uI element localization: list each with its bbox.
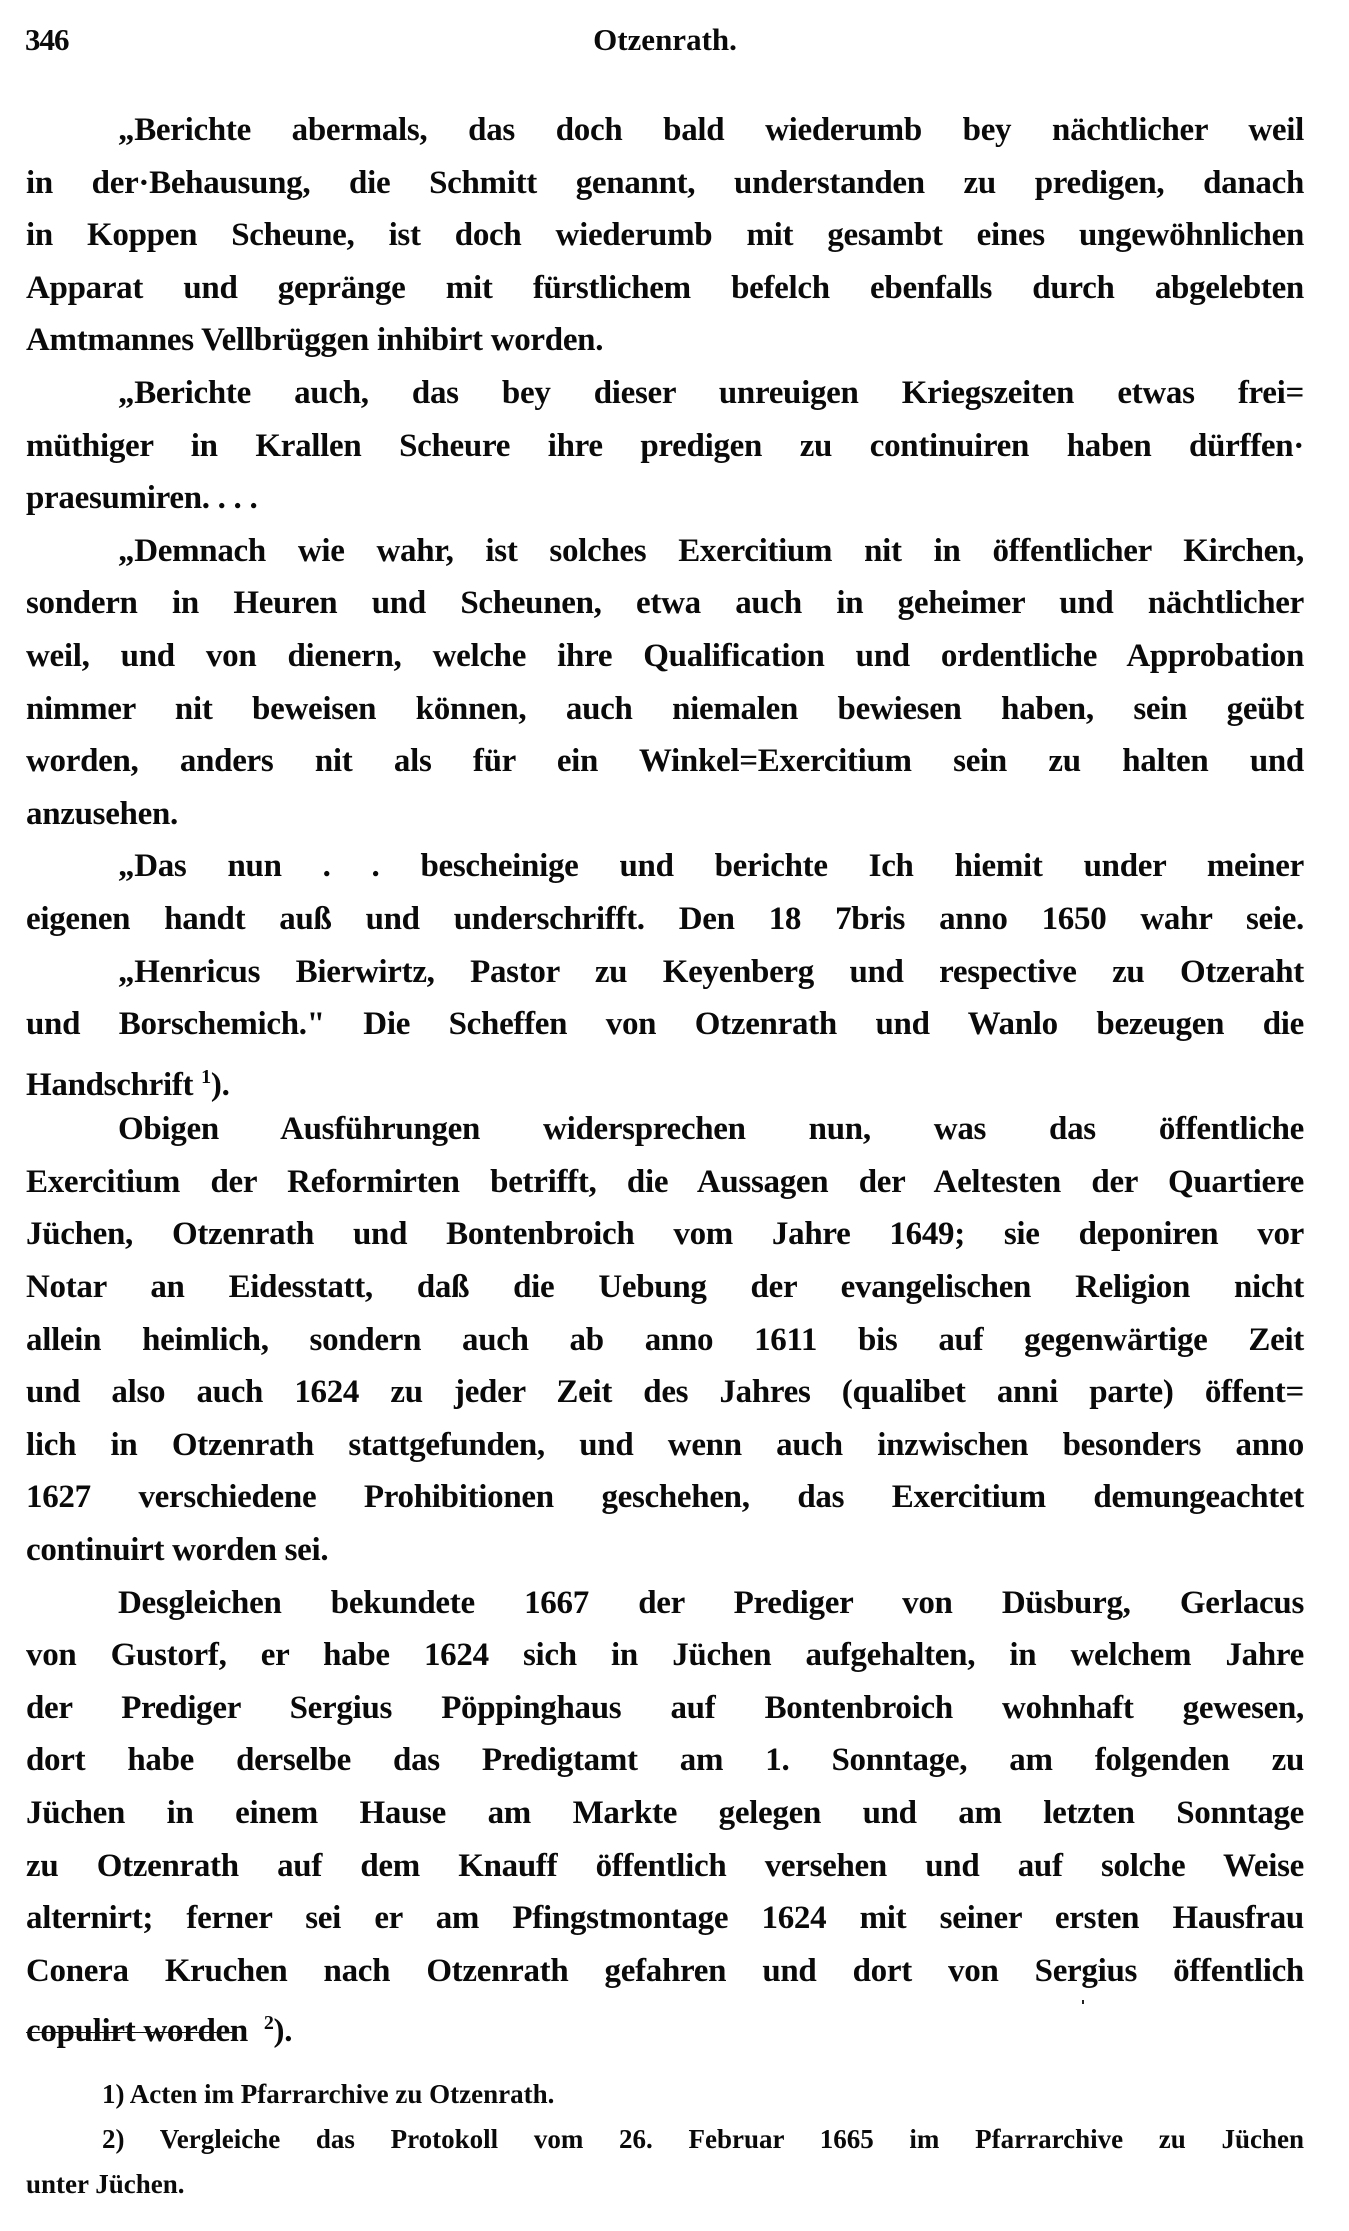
text-line: der Prediger Sergius Pöppinghaus auf Bontenbroich wohnhaft gewesen,	[26, 1689, 1304, 1726]
text-line: und also auch 1624 zu jeder Zeit des Jahres (qualibet anni parte) öffent=	[26, 1374, 1304, 1411]
text-line: sondern in Heuren und Scheunen, etwa auch in geheimer und nächtlicher	[26, 585, 1304, 622]
text-line: nimmer nit beweisen können, auch niemalen bewiesen haben, sein geübt	[26, 690, 1304, 727]
footnote-text: Vergleiche das Protokoll vom 26. Februar 1665 im Pfarrarchive zu Jüchen	[159, 2124, 1305, 2154]
text-line: „Das nun . . bescheinige und berichte Ich hiemit under meiner	[118, 848, 1304, 885]
text-line: continuirt worden sei.	[26, 1532, 329, 1569]
text-line: Obigen Ausführungen widersprechen nun, was das öffentliche	[118, 1111, 1304, 1148]
text-line-with-footnote	[26, 1997, 1304, 2050]
text-line: weil, und von dienern, welche ihre Qualification und ordentliche Approbation	[26, 637, 1304, 674]
paragraph	[26, 840, 1304, 945]
footnotes	[26, 2072, 1304, 2207]
text-fragment: Handschrift	[26, 1066, 194, 1103]
running-header	[25, 22, 1305, 62]
text-line: Conera Kruchen nach Otzenrath gefahren und dort von Sergius öffentlich	[26, 1952, 1304, 1989]
text-line: eigenen handt auß und underschrifft. Den 18 7bris anno 1650 wahr seie.	[26, 900, 1304, 937]
page-title: Otzenrath.	[593, 22, 737, 57]
footnote-line	[26, 2072, 1304, 2117]
paragraph	[26, 1103, 1304, 1576]
text-line: Apparat und gepränge mit fürstlichem befelch ebenfalls durch abgelebten	[26, 269, 1304, 306]
text-line: Jüchen in einem Hause am Markte gelegen und am letzten Sonntage	[26, 1795, 1304, 1831]
text-line: „Henricus Bierwirtz, Pastor zu Keyenberg und respective zu Otzeraht	[118, 953, 1304, 990]
footnote-marker: 2)	[102, 2124, 125, 2154]
page-number: 346	[25, 22, 69, 57]
paragraph	[26, 946, 1304, 1104]
text-fragment: copulirt worden	[26, 2013, 248, 2050]
text-line: 1627 verschiedene Prohibitionen geschehen, das Exercitium demungeachtet	[26, 1479, 1304, 1516]
text-line: in der·Behausung, die Schmitt genannt, understanden zu predigen, danach	[26, 164, 1304, 201]
text-fragment: ).	[273, 2013, 293, 2050]
text-line: praesumiren. . . .	[26, 480, 258, 517]
text-line: lich in Otzenrath stattgefunden, und wenn auch inzwischen besonders anno	[26, 1426, 1304, 1463]
text-line: müthiger in Krallen Scheure ihre predigen zu continuiren haben dürffen·	[26, 427, 1304, 464]
footnote-ref-2[interactable]: 2	[263, 2012, 274, 2035]
footnote-line	[26, 2117, 1304, 2162]
text-line: worden, anders nit als für ein Winkel=Exercitium sein zu halten und	[26, 743, 1304, 780]
text-line: „Berichte auch, das bey dieser unreuigen Kriegszeiten etwas frei=	[118, 374, 1304, 411]
text-line: zu Otzenrath auf dem Knauff öffentlich versehen und auf solche Weise	[26, 1847, 1304, 1884]
text-line: „Demnach wie wahr, ist solches Exercitium nit in öffentlicher Kirchen,	[118, 532, 1304, 569]
text-line: Amtmannes Vellbrüggen inhibirt worden.	[26, 322, 604, 359]
text-line: „Berichte abermals, das doch bald wiederumb bey nächtlicher weil	[118, 112, 1304, 148]
print-speck	[1082, 2000, 1084, 2004]
text-line: von Gustorf, er habe 1624 sich in Jüchen aufgehalten, in welchem Jahre	[26, 1637, 1304, 1674]
footnote-ref-1[interactable]: 1	[201, 1065, 211, 1088]
footnote-text: Acten im Pfarrarchive zu Otzenrath.	[129, 2079, 555, 2109]
text-line: Jüchen, Otzenrath und Bontenbroich vom Jahre 1649; sie deponiren vor	[26, 1216, 1304, 1253]
text-line: Notar an Eidesstatt, daß die Uebung der evangelischen Religion nicht	[26, 1269, 1304, 1306]
body-text	[26, 104, 1304, 2050]
footnote-divider	[26, 2032, 232, 2033]
text-line: Desgleichen bekundete 1667 der Prediger von Düsburg, Gerlacus	[118, 1584, 1304, 1621]
footnote-marker: 1)	[102, 2079, 125, 2109]
paragraph	[26, 104, 1304, 367]
footnote-2	[26, 2117, 1304, 2207]
paragraph	[26, 367, 1304, 525]
footnote-1	[26, 2072, 1304, 2117]
text-line: dort habe derselbe das Predigtamt am 1. Sonntage, am folgenden zu	[26, 1742, 1304, 1779]
paragraph	[26, 525, 1304, 841]
text-line: anzusehen.	[26, 795, 178, 832]
footnote-line: unter Jüchen.	[26, 2169, 185, 2199]
text-line: allein heimlich, sondern auch ab anno 1611 bis auf gegenwärtige Zeit	[26, 1321, 1304, 1358]
text-line: Exercitium der Reformirten betrifft, die Aussagen der Aeltesten der Quartiere	[26, 1163, 1304, 1200]
text-line: und Borschemich." Die Scheffen von Otzenrath und Wanlo bezeugen die	[26, 1006, 1304, 1043]
text-fragment: ).	[210, 1066, 230, 1103]
paragraph	[26, 1577, 1304, 2050]
text-line: alternirt; ferner sei er am Pfingstmontage 1624 mit seiner ersten Hausfrau	[26, 1900, 1304, 1937]
text-line: in Koppen Scheune, ist doch wiederumb mit gesambt eines ungewöhnlichen	[26, 217, 1304, 254]
text-line-with-footnote	[26, 1051, 1304, 1104]
